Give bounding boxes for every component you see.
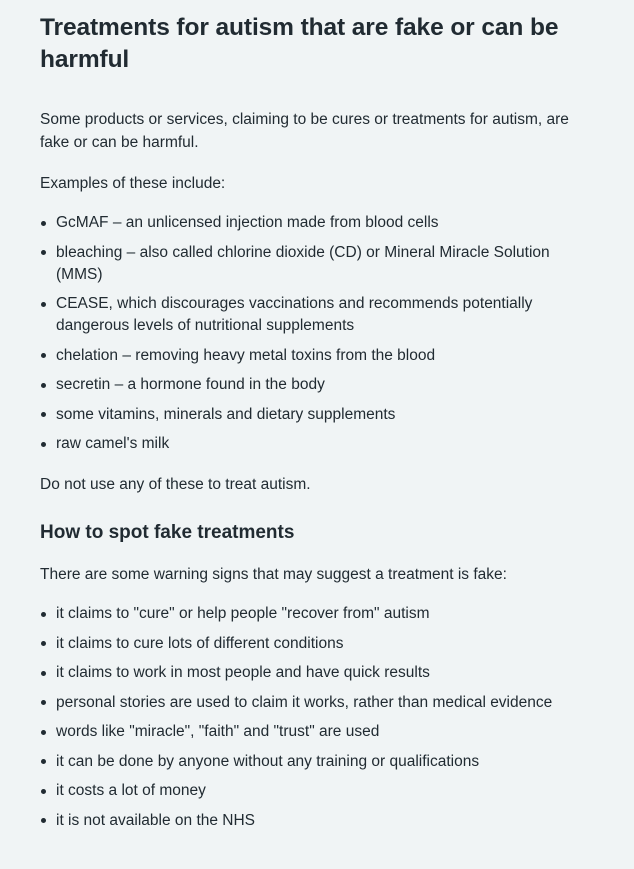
list-item: CEASE, which discourages vaccinations and recommends potentially dangerous levels of nutritional supplements	[40, 293, 580, 337]
list-item: secretin – a hormone found in the body	[40, 374, 580, 396]
list-item: it is not available on the NHS	[40, 810, 580, 832]
fake-treatments-list	[40, 212, 580, 455]
list-item: it claims to cure lots of different conditions	[40, 633, 580, 655]
list-item: personal stories are used to claim it works, rather than medical evidence	[40, 692, 580, 714]
list-item: chelation – removing heavy metal toxins from the blood	[40, 345, 580, 367]
examples-intro: Examples of these include:	[40, 175, 226, 192]
list-item: GcMAF – an unlicensed injection made from blood cells	[40, 212, 580, 234]
list-item: words like "miracle", "faith" and "trust" are used	[40, 721, 580, 743]
list-item: it claims to "cure" or help people "recover from" autism	[40, 603, 580, 625]
section-heading-fake-treatments: Treatments for autism that are fake or can be harmful	[40, 14, 559, 73]
list-item: it claims to work in most people and have quick results	[40, 662, 580, 684]
warning-signs-intro: There are some warning signs that may suggest a treatment is fake:	[40, 566, 507, 583]
list-item: some vitamins, minerals and dietary supplements	[40, 404, 580, 426]
list-item: bleaching – also called chlorine dioxide (CD) or Mineral Miracle Solution (MMS)	[40, 242, 580, 286]
section-heading-spot-fake: How to spot fake treatments	[40, 522, 295, 543]
intro-paragraph: Some products or services, claiming to be cures or treatments for autism, are fake or can be harmful.	[40, 111, 569, 151]
warning-signs-list	[40, 603, 580, 832]
list-item: it can be done by anyone without any training or qualifications	[40, 751, 580, 773]
warning-paragraph: Do not use any of these to treat autism.	[40, 476, 311, 493]
list-item: raw camel's milk	[40, 433, 580, 455]
list-item: it costs a lot of money	[40, 780, 580, 802]
